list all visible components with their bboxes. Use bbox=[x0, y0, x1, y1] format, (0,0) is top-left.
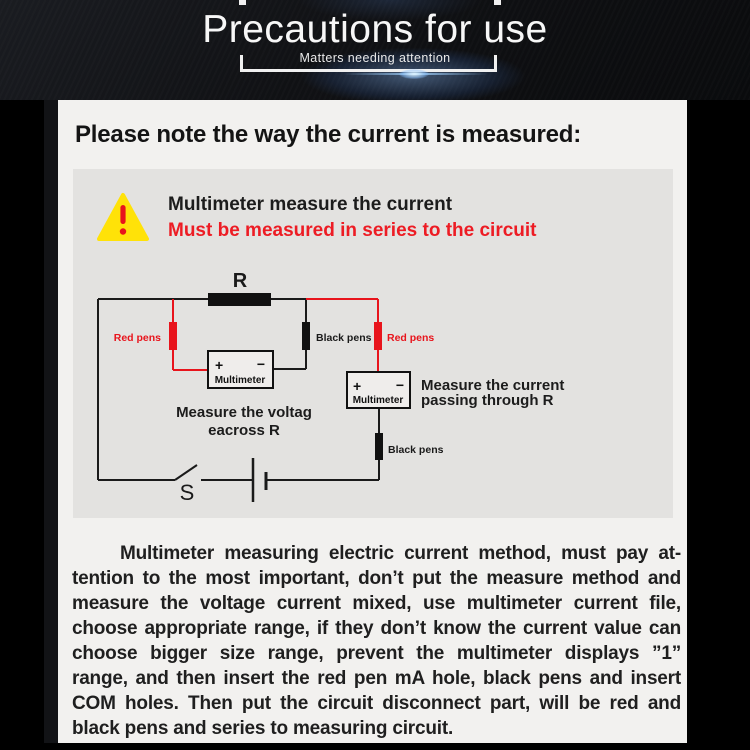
black-pen-bottom-label: Black pens bbox=[388, 444, 444, 456]
warning-subtitle: Must be measured in series to the circuit bbox=[168, 220, 537, 241]
paragraph-line: range, and then insert the red pen mA hole, black pens and insert bbox=[72, 668, 681, 689]
paragraph-line: choose bigger size range, prevent the multimeter displays ”1” bbox=[72, 643, 681, 664]
header-banner bbox=[0, 0, 750, 100]
left-edge-strip bbox=[44, 100, 58, 743]
bracket-stub-right bbox=[494, 0, 501, 5]
warning-title: Multimeter measure the current bbox=[168, 194, 453, 215]
header-title: Precautions for use bbox=[202, 8, 548, 51]
multimeter-1-label: Multimeter bbox=[214, 375, 266, 386]
caption-voltage-line2: eacross R bbox=[208, 422, 280, 439]
multimeter-1 bbox=[208, 351, 273, 388]
red-pen-right-label: Red pens bbox=[387, 332, 435, 344]
black-pen-mid-bar bbox=[302, 322, 310, 350]
battery-symbol bbox=[253, 458, 266, 502]
red-pen-left-bar bbox=[169, 322, 177, 350]
description-paragraph bbox=[72, 541, 681, 741]
resistor-symbol bbox=[208, 293, 271, 306]
paragraph-line: tention to the most important, don’t put the measure method and bbox=[72, 568, 681, 589]
paragraph-line: measure the voltage current mixed, use multimeter current file, bbox=[72, 593, 681, 614]
paragraph-line: black pens and series to measuring circuit. bbox=[72, 718, 454, 739]
switch-symbol bbox=[175, 465, 197, 480]
multimeter-2 bbox=[347, 372, 410, 408]
black-wires bbox=[98, 299, 379, 480]
paragraph-line: Multimeter measuring electric current method, must pay at- bbox=[120, 543, 681, 564]
black-pen-mid-label: Black pens bbox=[316, 332, 372, 344]
multimeter-1-plus: + bbox=[215, 357, 224, 373]
caption-voltage-line1: Measure the voltag bbox=[176, 404, 312, 421]
paragraph-line: COM holes. Then put the circuit disconnect part, will be red and bbox=[72, 693, 681, 714]
red-pen-right-bar bbox=[374, 322, 382, 350]
resistor-label: R bbox=[232, 270, 248, 292]
multimeter-2-plus: + bbox=[353, 378, 362, 394]
caption-current-line2: passing through R bbox=[421, 392, 554, 409]
caption-current-line1: Measure the current bbox=[421, 377, 565, 394]
page-title: Please note the way the current is measured: bbox=[75, 121, 582, 148]
circuit-diagram bbox=[73, 169, 673, 518]
paragraph-line: choose appropriate range, if they don’t know the current value can bbox=[72, 618, 681, 639]
red-pen-left-label: Red pens bbox=[113, 332, 161, 344]
header-subtitle: Matters needing attention bbox=[299, 51, 451, 65]
multimeter-1-minus: − bbox=[256, 356, 265, 372]
lens-flare-icon bbox=[399, 69, 429, 79]
multimeter-2-minus: − bbox=[395, 377, 404, 393]
black-pen-bottom-bar bbox=[375, 433, 383, 460]
switch-label: S bbox=[179, 480, 195, 505]
header-bracket-decoration bbox=[240, 55, 497, 72]
bracket-stub-left bbox=[239, 0, 246, 5]
content-card bbox=[58, 100, 687, 743]
diagram-panel bbox=[73, 169, 673, 518]
multimeter-2-label: Multimeter bbox=[352, 395, 404, 406]
